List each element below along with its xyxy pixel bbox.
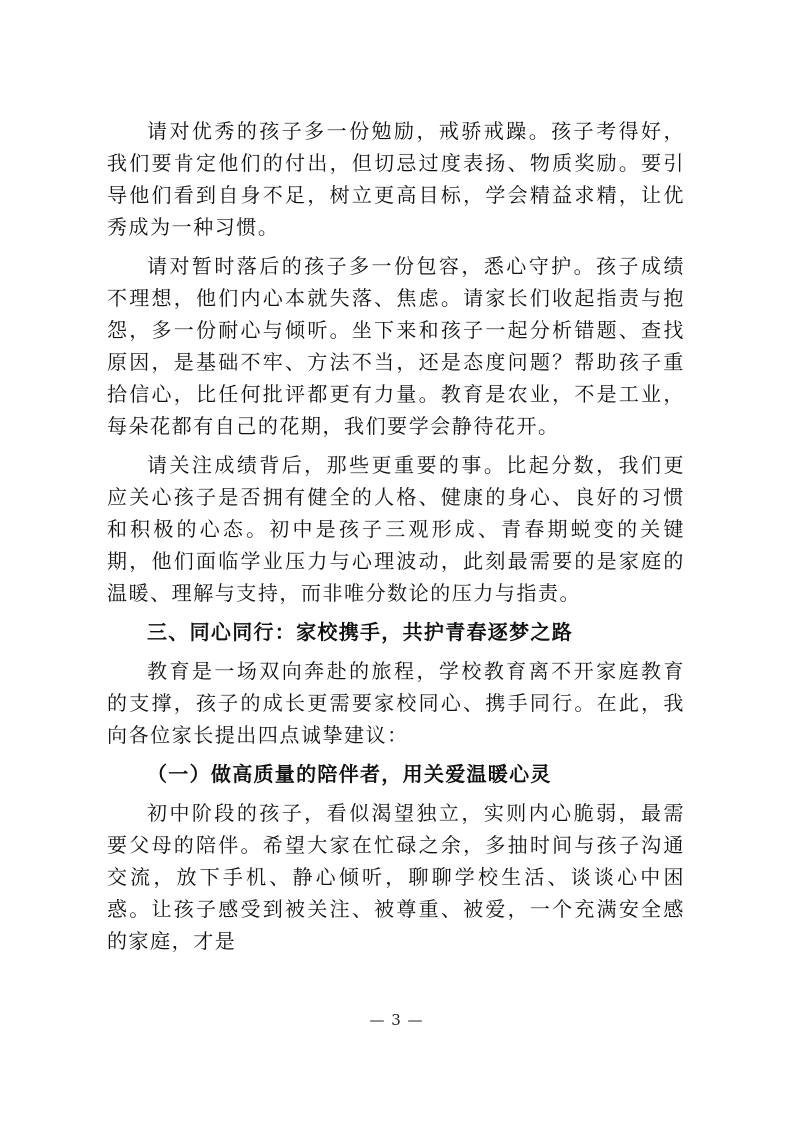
subsection-paragraph: 初中阶段的孩子，看似渴望独立，实则内心脆弱，最需要父母的陪伴。希望大家在忙碌之余，多抽时间与孩子沟通交流，放下手机、静心倾听，聊聊学校生活、谈谈心中困惑。让孩子感受到被关注、被尊重、被爱，一个充满安全感的家庭，才是 xyxy=(107,801,685,953)
document-body xyxy=(107,115,685,964)
section-heading: 三、同心同行：家校携手，共护青春逐梦之路 xyxy=(147,620,573,644)
page-number: — 3 — xyxy=(369,1011,424,1029)
subsection-heading: （一）做高质量的陪伴者，用关爱温暖心灵 xyxy=(147,762,552,786)
paragraph-praise-excellent: 请对优秀的孩子多一份勉励，戒骄戒躁。孩子考得好，我们要肯定他们的付出，但切忌过度表扬、物质奖励。要引导他们看到自身不足，树立更高目标，学会精益求精，让优秀成为一种习惯。 xyxy=(107,119,685,239)
section-intro-paragraph: 教育是一场双向奔赴的旅程，学校教育离不开家庭教育的支撑，孩子的成长更需要家校同心、携手同行。在此，我向各位家长提出四点诚挚建议： xyxy=(107,659,685,747)
paragraph-tolerate-lagging: 请对暂时落后的孩子多一份包容，悉心守护。孩子成绩不理想，他们内心本就失落、焦虑。请家长们收起指责与抱怨，多一份耐心与倾听。坐下来和孩子一起分析错题、查找原因，是基础不牢、方法不当，还是态度问题？帮助孩子重拾信心，比任何批评都更有力量。教育是农业，不是工业，每朵花都有自己的花期，我们要学会静待花开。 xyxy=(107,254,685,438)
paragraph-beyond-grades: 请关注成绩背后，那些更重要的事。比起分数，我们更应关心孩子是否拥有健全的人格、健康的身心、良好的习惯和积极的心态。初中是孩子三观形成、青春期蜕变的关键期，他们面临学业压力与心理波动，此刻最需要的是家庭的温暖、理解与支持，而非唯分数论的压力与指责。 xyxy=(107,453,685,605)
